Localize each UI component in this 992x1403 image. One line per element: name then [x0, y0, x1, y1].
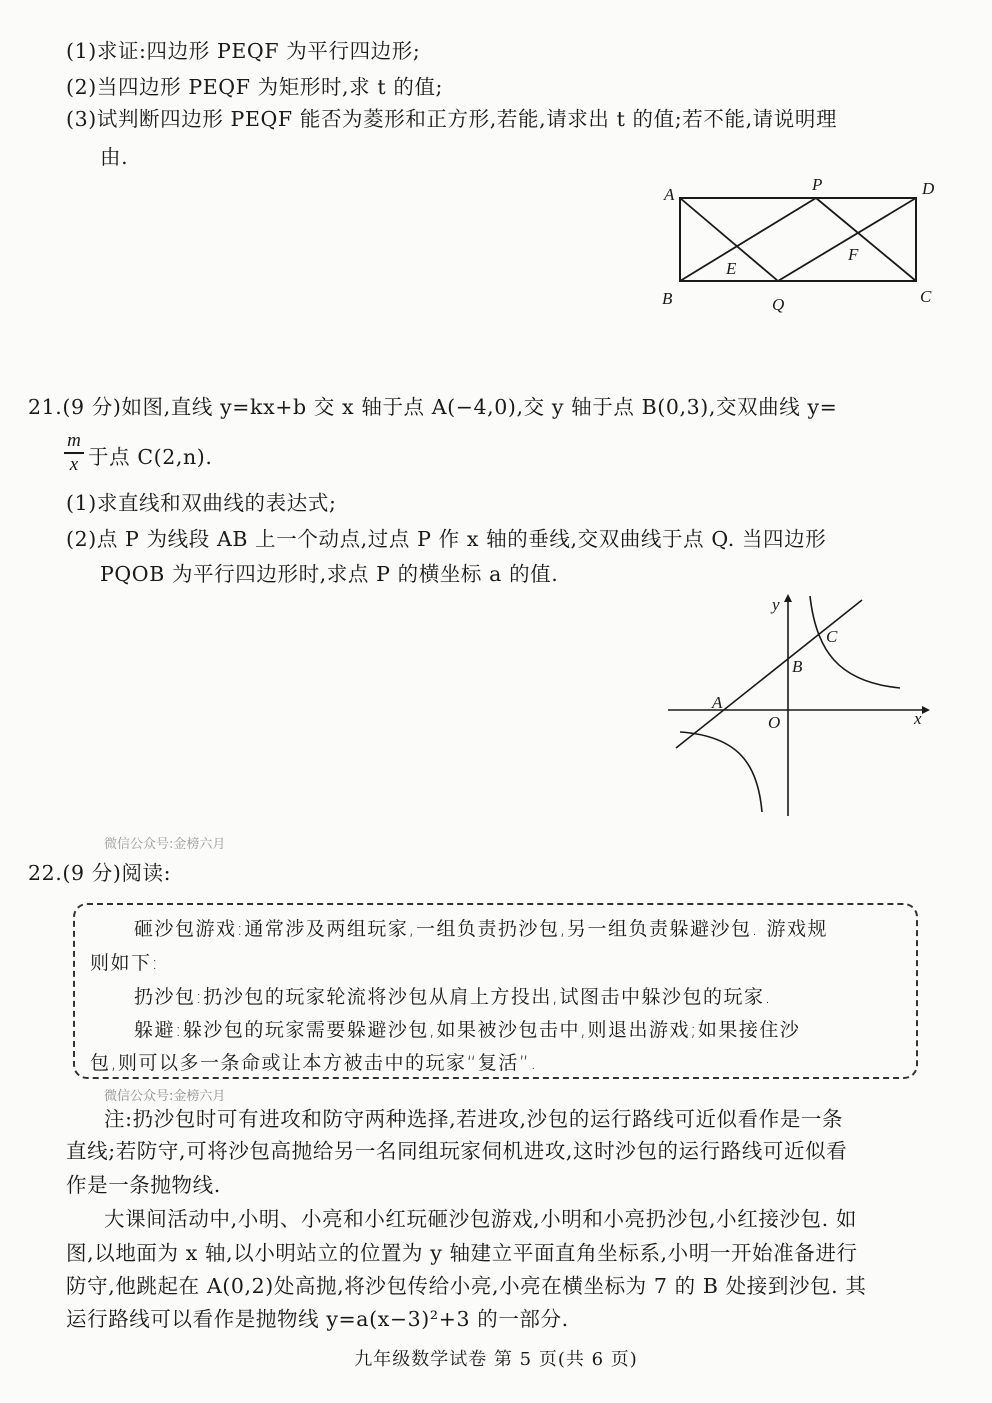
label-q: Q	[772, 295, 785, 314]
x-axis-arrow-icon	[922, 706, 930, 714]
page-footer: 九年级数学试卷 第 5 页(共 6 页)	[354, 1349, 638, 1370]
q22-note-line1: 注:扔沙包时可有进攻和防守两种选择,若进攻,沙包的运行路线可近似看作是一条	[104, 1107, 844, 1131]
q22-header: 22.(9 分)阅读:	[28, 861, 172, 885]
label-b: B	[792, 657, 803, 676]
watermark: 微信公众号:金榜六月	[104, 1089, 226, 1104]
box-line-5: 包,则可以多一条命或让本方被击中的玩家“复活”.	[90, 1052, 538, 1074]
label-e: E	[726, 259, 737, 278]
q22-note-line2: 直线;若防守,可将沙包高抛给另一名同组玩家伺机进攻,这时沙包的运行路线可近似看	[66, 1139, 848, 1163]
label-f: F	[848, 245, 859, 264]
q22-para-line1: 大课间活动中,小明、小亮和小红玩砸沙包游戏,小明和小亮扔沙包,小红接沙包. 如	[104, 1207, 857, 1231]
box-line-3: 扔沙包:扔沙包的玩家轮流将沙包从肩上方投出,试图击中躲沙包的玩家.	[134, 986, 772, 1008]
q20-part3-line1: (3)试判断四边形 PEQF 能否为菱形和正方形,若能,请求出 t 的值;若不能,请说明理	[66, 107, 838, 131]
fraction-denominator: x	[69, 454, 79, 475]
q21-part2-line2: PQOB 为平行四边形时,求点 P 的横坐标 a 的值.	[100, 562, 559, 586]
segment-bp	[680, 198, 816, 281]
q20-rectangle-figure	[650, 170, 950, 320]
label-c: C	[920, 287, 932, 306]
q22-para-line3: 防守,他跳起在 A(0,2)处高抛,将沙包传给小亮,小亮在横坐标为 7 的 B 处接到沙包. 其	[66, 1274, 867, 1298]
q21-stem-line1: 21.(9 分)如图,直线 y=kx+b 交 x 轴于点 A(−4,0),交 y 轴于点 B(0,3),交双曲线 y=	[28, 395, 838, 419]
box-line-2: 则如下:	[90, 952, 160, 974]
label-d: D	[922, 179, 935, 198]
hyperbola-branch-1	[810, 596, 900, 688]
label-b: B	[662, 289, 673, 308]
watermark-mid: 微信公众号:金榜六月	[104, 837, 226, 852]
q22-para-line2: 图,以地面为 x 轴,以小明站立的位置为 y 轴建立平面直角坐标系,小明一开始准备进行	[66, 1241, 858, 1265]
q21-part2-line1: (2)点 P 为线段 AB 上一个动点,过点 P 作 x 轴的垂线,交双曲线于点 Q. 当四边形	[66, 527, 827, 551]
q20-part2: (2)当四边形 PEQF 为矩形时,求 t 的值;	[66, 75, 444, 99]
segment-qd	[778, 198, 916, 281]
y-axis-arrow-icon	[784, 594, 792, 602]
q20-part3-line2: 由.	[100, 145, 129, 169]
q22-note-line3: 作是一条抛物线.	[66, 1173, 221, 1197]
q21-graph-figure	[660, 590, 940, 820]
q20-part1: (1)求证:四边形 PEQF 为平行四边形;	[66, 39, 421, 63]
label-p: P	[812, 175, 823, 194]
q21-stem-line2: 于点 C(2,n).	[88, 445, 213, 469]
box-line-1: 砸沙包游戏:通常涉及两组玩家,一组负责扔沙包,另一组负责躲避沙包. 游戏规	[134, 918, 829, 940]
label-a: A	[664, 185, 675, 204]
q22-para-line4: 运行路线可以看作是抛物线 y=a(x−3)²+3 的一部分.	[66, 1307, 569, 1331]
fraction-numerator: m	[67, 430, 81, 451]
q21-part1: (1)求直线和双曲线的表达式;	[66, 491, 337, 515]
hyperbola-branch-2	[680, 732, 762, 812]
label-o: O	[768, 713, 781, 732]
box-line-4: 躲避:躲沙包的玩家需要躲避沙包,如果被沙包击中,则退出游戏;如果接住沙	[134, 1019, 801, 1041]
segment-pc	[816, 198, 916, 281]
label-a: A	[712, 693, 723, 712]
label-y: y	[772, 595, 780, 614]
label-c: C	[826, 627, 838, 646]
label-x: x	[914, 709, 922, 728]
